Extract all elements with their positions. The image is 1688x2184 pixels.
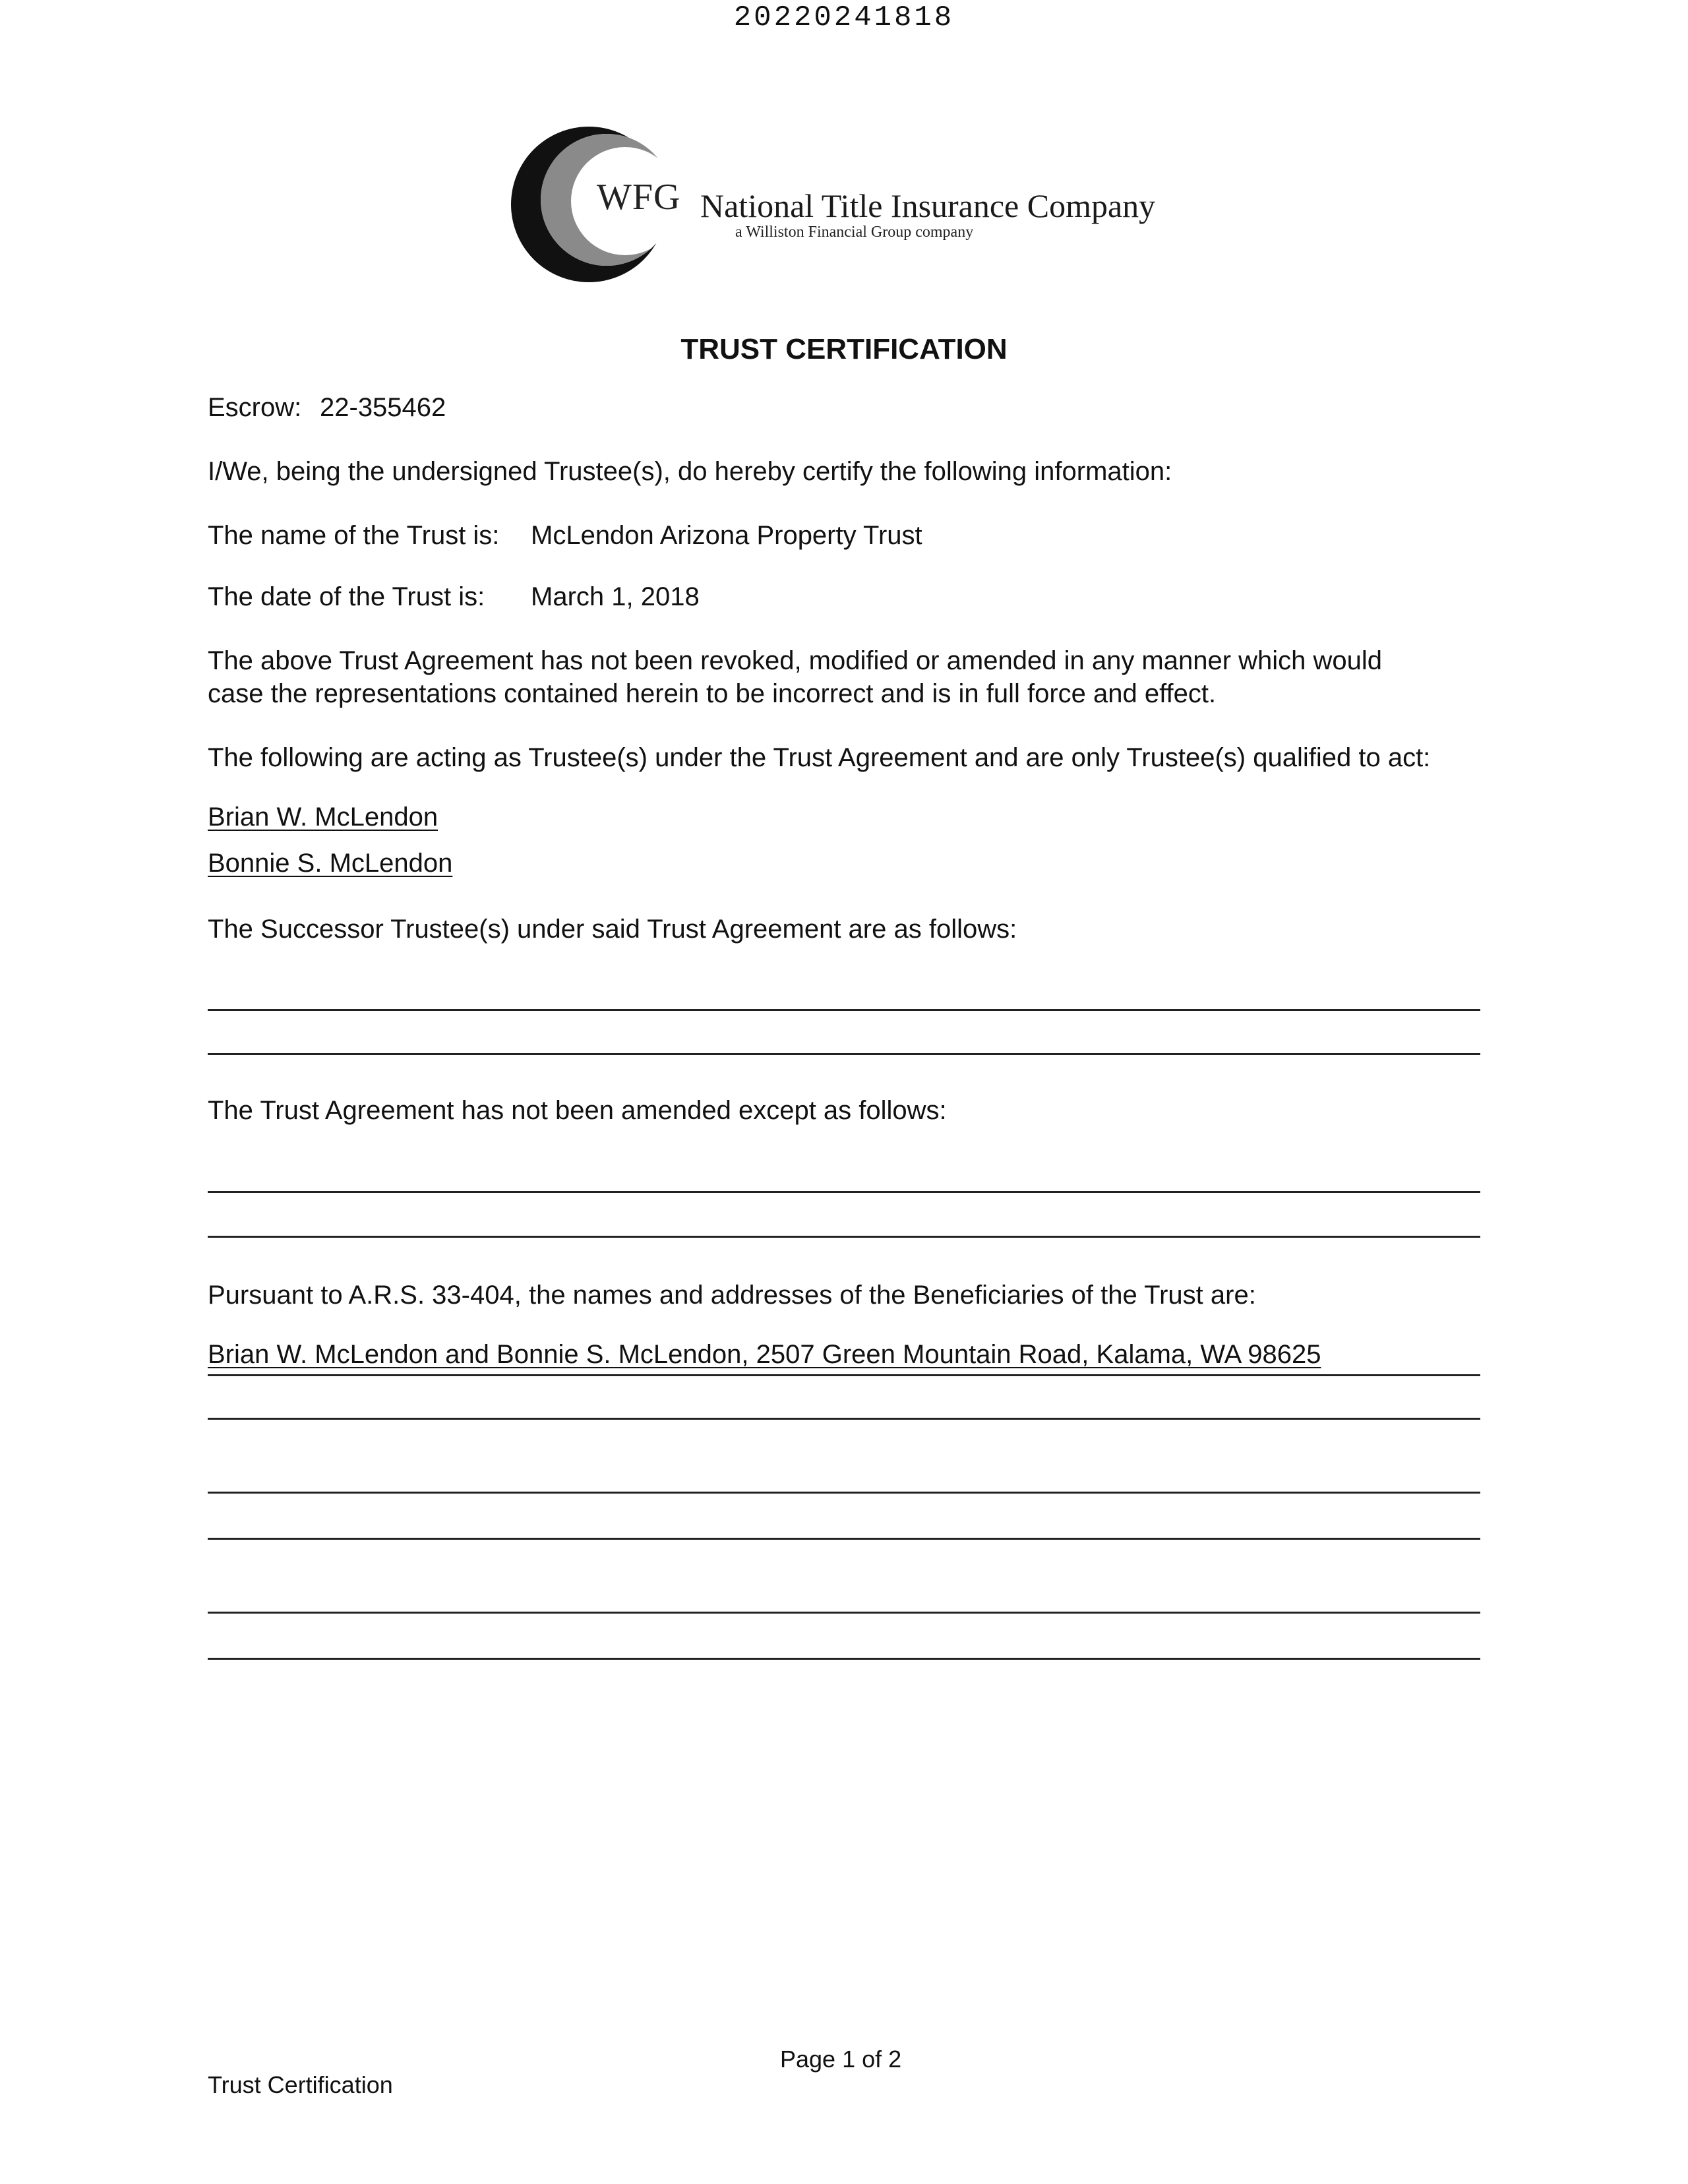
successor-trustee-blank-line	[208, 1009, 1480, 1011]
company-tagline: a Williston Financial Group company	[735, 224, 974, 241]
beneficiary-blank-line	[208, 1418, 1480, 1420]
recording-number: 20220241818	[733, 1, 955, 34]
company-name: National Title Insurance Company	[700, 187, 1156, 224]
revocation-statement-line2: case the representations contained herein to be incorrect and is in full force and effect.	[208, 679, 1217, 708]
beneficiary-blank-line	[208, 1612, 1480, 1614]
page-number: Page 1 of 2	[780, 2046, 902, 2073]
trustee-name: Brian W. McLendon	[208, 803, 438, 832]
beneficiaries-entry: Brian W. McLendon and Bonnie S. McLendon, 2507 Green Mountain Road, Kalama, WA 98625	[208, 1340, 1321, 1369]
beneficiary-blank-line	[208, 1492, 1480, 1494]
beneficiary-blank-line	[208, 1538, 1480, 1540]
revocation-statement-line1: The above Trust Agreement has not been revoked, modified or amended in any manner which would	[208, 646, 1383, 675]
amendments-intro: The Trust Agreement has not been amended except as follows:	[208, 1096, 947, 1125]
trust-date-label: The date of the Trust is:	[208, 582, 485, 611]
successor-trustees-intro: The Successor Trustee(s) under said Trust Agreement are as follows:	[208, 915, 1017, 944]
company-logo	[508, 122, 1193, 287]
document-title: TRUST CERTIFICATION	[680, 333, 1008, 365]
beneficiary-blank-line	[208, 1658, 1480, 1660]
footer-doc-title: Trust Certification	[208, 2071, 393, 2098]
trust-name-value: McLendon Arizona Property Trust	[531, 521, 922, 550]
escrow-label: Escrow:	[208, 393, 302, 422]
amendment-blank-line	[208, 1236, 1480, 1238]
beneficiaries-intro: Pursuant to A.R.S. 33-404, the names and addresses of the Beneficiaries of the Trust are:	[208, 1281, 1256, 1310]
successor-trustee-blank-line	[208, 1053, 1480, 1055]
trust-date-value: March 1, 2018	[531, 582, 700, 611]
logo-initials: WFG	[597, 177, 681, 218]
escrow-number: 22-355462	[320, 393, 446, 422]
trustee-name: Bonnie S. McLendon	[208, 849, 453, 878]
beneficiary-blank-line	[208, 1374, 1480, 1376]
intro-statement: I/We, being the undersigned Trustee(s), do hereby certify the following information:	[208, 457, 1172, 486]
amendment-blank-line	[208, 1191, 1480, 1193]
trust-name-label: The name of the Trust is:	[208, 521, 500, 550]
trustees-intro: The following are acting as Trustee(s) under the Trust Agreement and are only Trustee(s) qualified to act:	[208, 743, 1431, 772]
